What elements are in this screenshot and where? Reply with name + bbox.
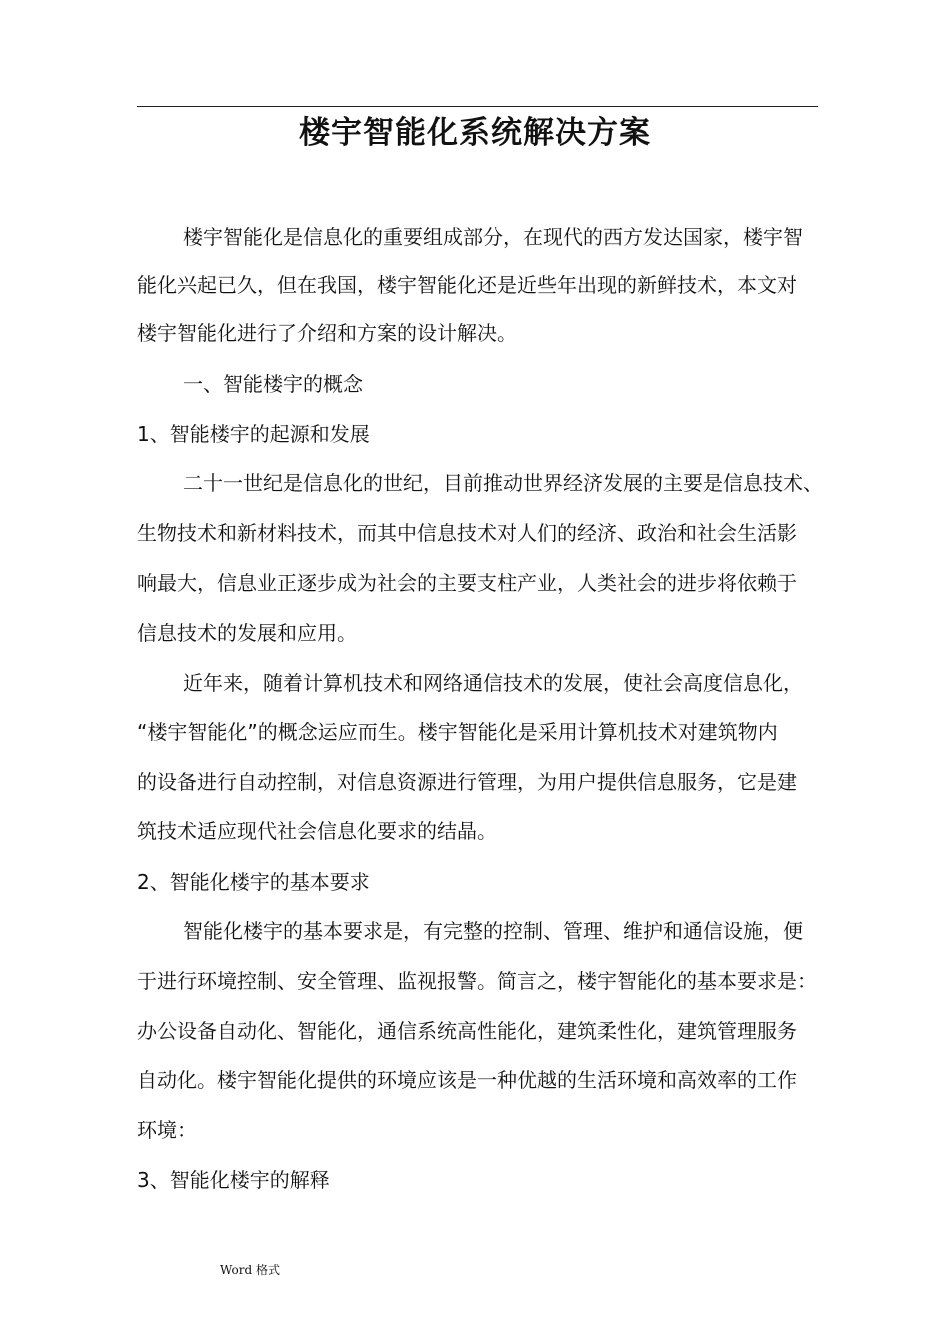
body-line: 响最大，信息业正逐步成为社会的主要支柱产业，人类社会的进步将依赖于 [137, 571, 797, 595]
body-line: 智能化楼宇的基本要求是，有完整的控制、管理、维护和通信设施，便 [183, 919, 803, 943]
body-line: 环境： [137, 1118, 197, 1142]
body-line: 办公设备自动化、智能化，通信系统高性能化，建筑柔性化，建筑管理服务 [137, 1019, 797, 1043]
subsection-heading: 3、智能化楼宇的解释 [137, 1168, 330, 1192]
body-line: 于进行环境控制、安全管理、监视报警。简言之，楼宇智能化的基本要求是： [137, 969, 817, 993]
section-heading: 一、智能楼宇的概念 [183, 372, 363, 396]
footer-format-note: Word 格式 [220, 1263, 280, 1277]
body-line: 信息技术的发展和应用。 [137, 621, 357, 645]
body-line: 近年来，随着计算机技术和网络通信技术的发展，使社会高度信息化， [183, 671, 803, 695]
body-line: 楼宇智能化进行了介绍和方案的设计解决。 [137, 321, 517, 345]
body-line: 筑技术适应现代社会信息化要求的结晶。 [137, 819, 497, 843]
body-line: 自动化。楼宇智能化提供的环境应该是一种优越的生活环境和高效率的工作 [137, 1068, 797, 1092]
body-line: 二十一世纪是信息化的世纪，目前推动世界经济发展的主要是信息技术、 [183, 471, 823, 495]
body-line: 的设备进行自动控制，对信息资源进行管理，为用户提供信息服务，它是建 [137, 770, 797, 794]
body-line: 能化兴起已久，但在我国，楼宇智能化还是近些年出现的新鲜技术，本文对 [137, 273, 797, 297]
subsection-heading: 2、智能化楼宇的基本要求 [137, 870, 370, 894]
header-rule [137, 106, 818, 107]
subsection-heading: 1、智能楼宇的起源和发展 [137, 422, 370, 446]
document-title: 楼宇智能化系统解决方案 [299, 115, 651, 151]
body-line: 生物技术和新材料技术，而其中信息技术对人们的经济、政治和社会生活影 [137, 521, 797, 545]
body-line: 楼宇智能化是信息化的重要组成部分，在现代的西方发达国家，楼宇智 [183, 225, 803, 249]
body-line: “楼宇智能化”的概念运应而生。楼宇智能化是采用计算机技术对建筑物内 [137, 720, 778, 744]
